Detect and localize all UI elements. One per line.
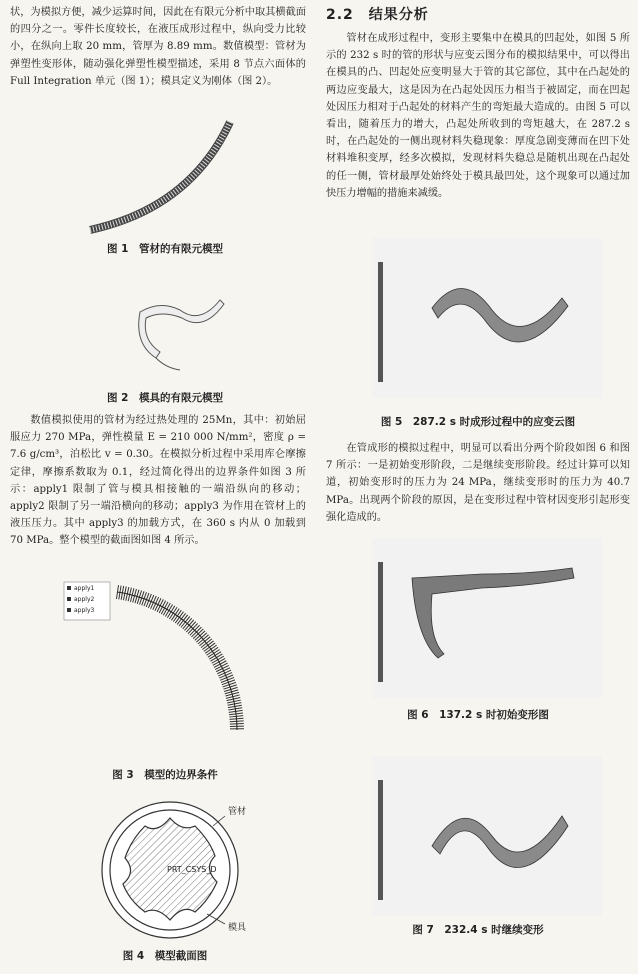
figure-7-caption: 图 7 232.4 s 时继续变形 [412, 924, 544, 936]
legend-apply3: apply3 [74, 607, 95, 614]
tube-label: 管材 [228, 807, 247, 817]
figure-3-boundary-conditions [62, 580, 262, 740]
figure-3-caption: 图 3 模型的边界条件 [112, 769, 218, 781]
figure-2-die-mesh [120, 280, 240, 375]
figure-1-tube-mesh [80, 118, 260, 236]
section-title: 2.2 结果分析 [326, 7, 429, 23]
figure-5-strain-contour [372, 238, 602, 398]
figure-7-continued-deformation [372, 756, 602, 916]
left-paragraph-2: 数值模拟使用的管材为经过热处理的 25Mn，其中：初始屈服应力 270 MPa，弹性模量 E = 210 000 N/mm²，密度 ρ = 7.6 g/cm³，泊松比 v = 0.30。在模拟分析过程中采用库仑摩擦定律，摩擦系数取为 0.1，经过简化得出的边界条件如图 3 所示：apply1 限制了管与模具相接触的一端沿纵向的移动；apply2 限制了另一端沿横向的移动；apply3 为作用在管材上的液压压力。其中 apply3 的加载方式，在 360 s 内从 0 加载到 70 MPa。整个模型的截面图如图 4 所示。 [10, 415, 306, 547]
legend-apply1: apply1 [74, 585, 95, 592]
right-paragraph-2: 在管成形的模拟过程中，明显可以看出分两个阶段如图 6 和图 7 所示：一是初始变形阶段，二是继续变形阶段。经过计算可以知道，初始变形时的压力为 24 MPa，继续变形时的压力为 40.7 MPa。出现两个阶段的原因，是在变形过程中管材因变形引起形变强化造成的。 [326, 443, 630, 523]
figure-2-caption: 图 2 模具的有限元模型 [107, 392, 223, 404]
right-paragraph-1: 管材在成形过程中，变形主要集中在模具的凹起处，如图 5 所示的 232 s 时的管的形状与应变云图分布的模拟结果中，可以得出在模具的凸、凹起处应变明显大于管的其它部位，其中在凸起处的两边应变最大，这是因为在凸起处因压力相当于被固定，而在凹起处因压力相对于凸起处的材料产生的弯矩最大造成的。由图 5 可以看出，随着压力的增大，凸起处所收到的弯矩越大，在 287.2 s 时，在凸起处的一侧出现材料失稳现象：厚度急剧变薄而在凹下处材料堆积变厚，经多次模拟，发现材料失稳总是随机出现在凸起处的任一侧，管材最厚处始终处于模具最凹处，这个现象可以通过加快压力增幅的措施来减缓。 [326, 33, 630, 199]
figure-4-caption: 图 4 模型截面图 [122, 950, 208, 962]
figure-6-initial-deformation [372, 538, 602, 698]
csys-label: PRT_CSYS_D [167, 865, 217, 874]
left-paragraph-1: 状，为模拟方便，减少运算时间，因此在有限元分析中取其横截面的四分之一。零件长度较长，在液压成形过程中，纵向受力比较小，在纵向上取 20 mm，管厚为 8.89 mm。数值模型：管材为弹塑性变形体，随动强化弹塑性模型描述，采用 8 节点六面体的 Full Integration 单元（图 1）；模具定义为刚体（图 2）。 [10, 7, 306, 87]
legend-apply2: apply2 [74, 596, 95, 603]
die-label: 模具 [228, 923, 247, 933]
figure-5-caption: 图 5 287.2 s 时成形过程中的应变云图 [380, 416, 576, 428]
figure-4-cross-section [95, 796, 275, 946]
figure-6-caption: 图 6 137.2 s 时初始变形图 [407, 709, 549, 721]
figure-1-caption: 图 1 管材的有限元模型 [107, 243, 223, 255]
